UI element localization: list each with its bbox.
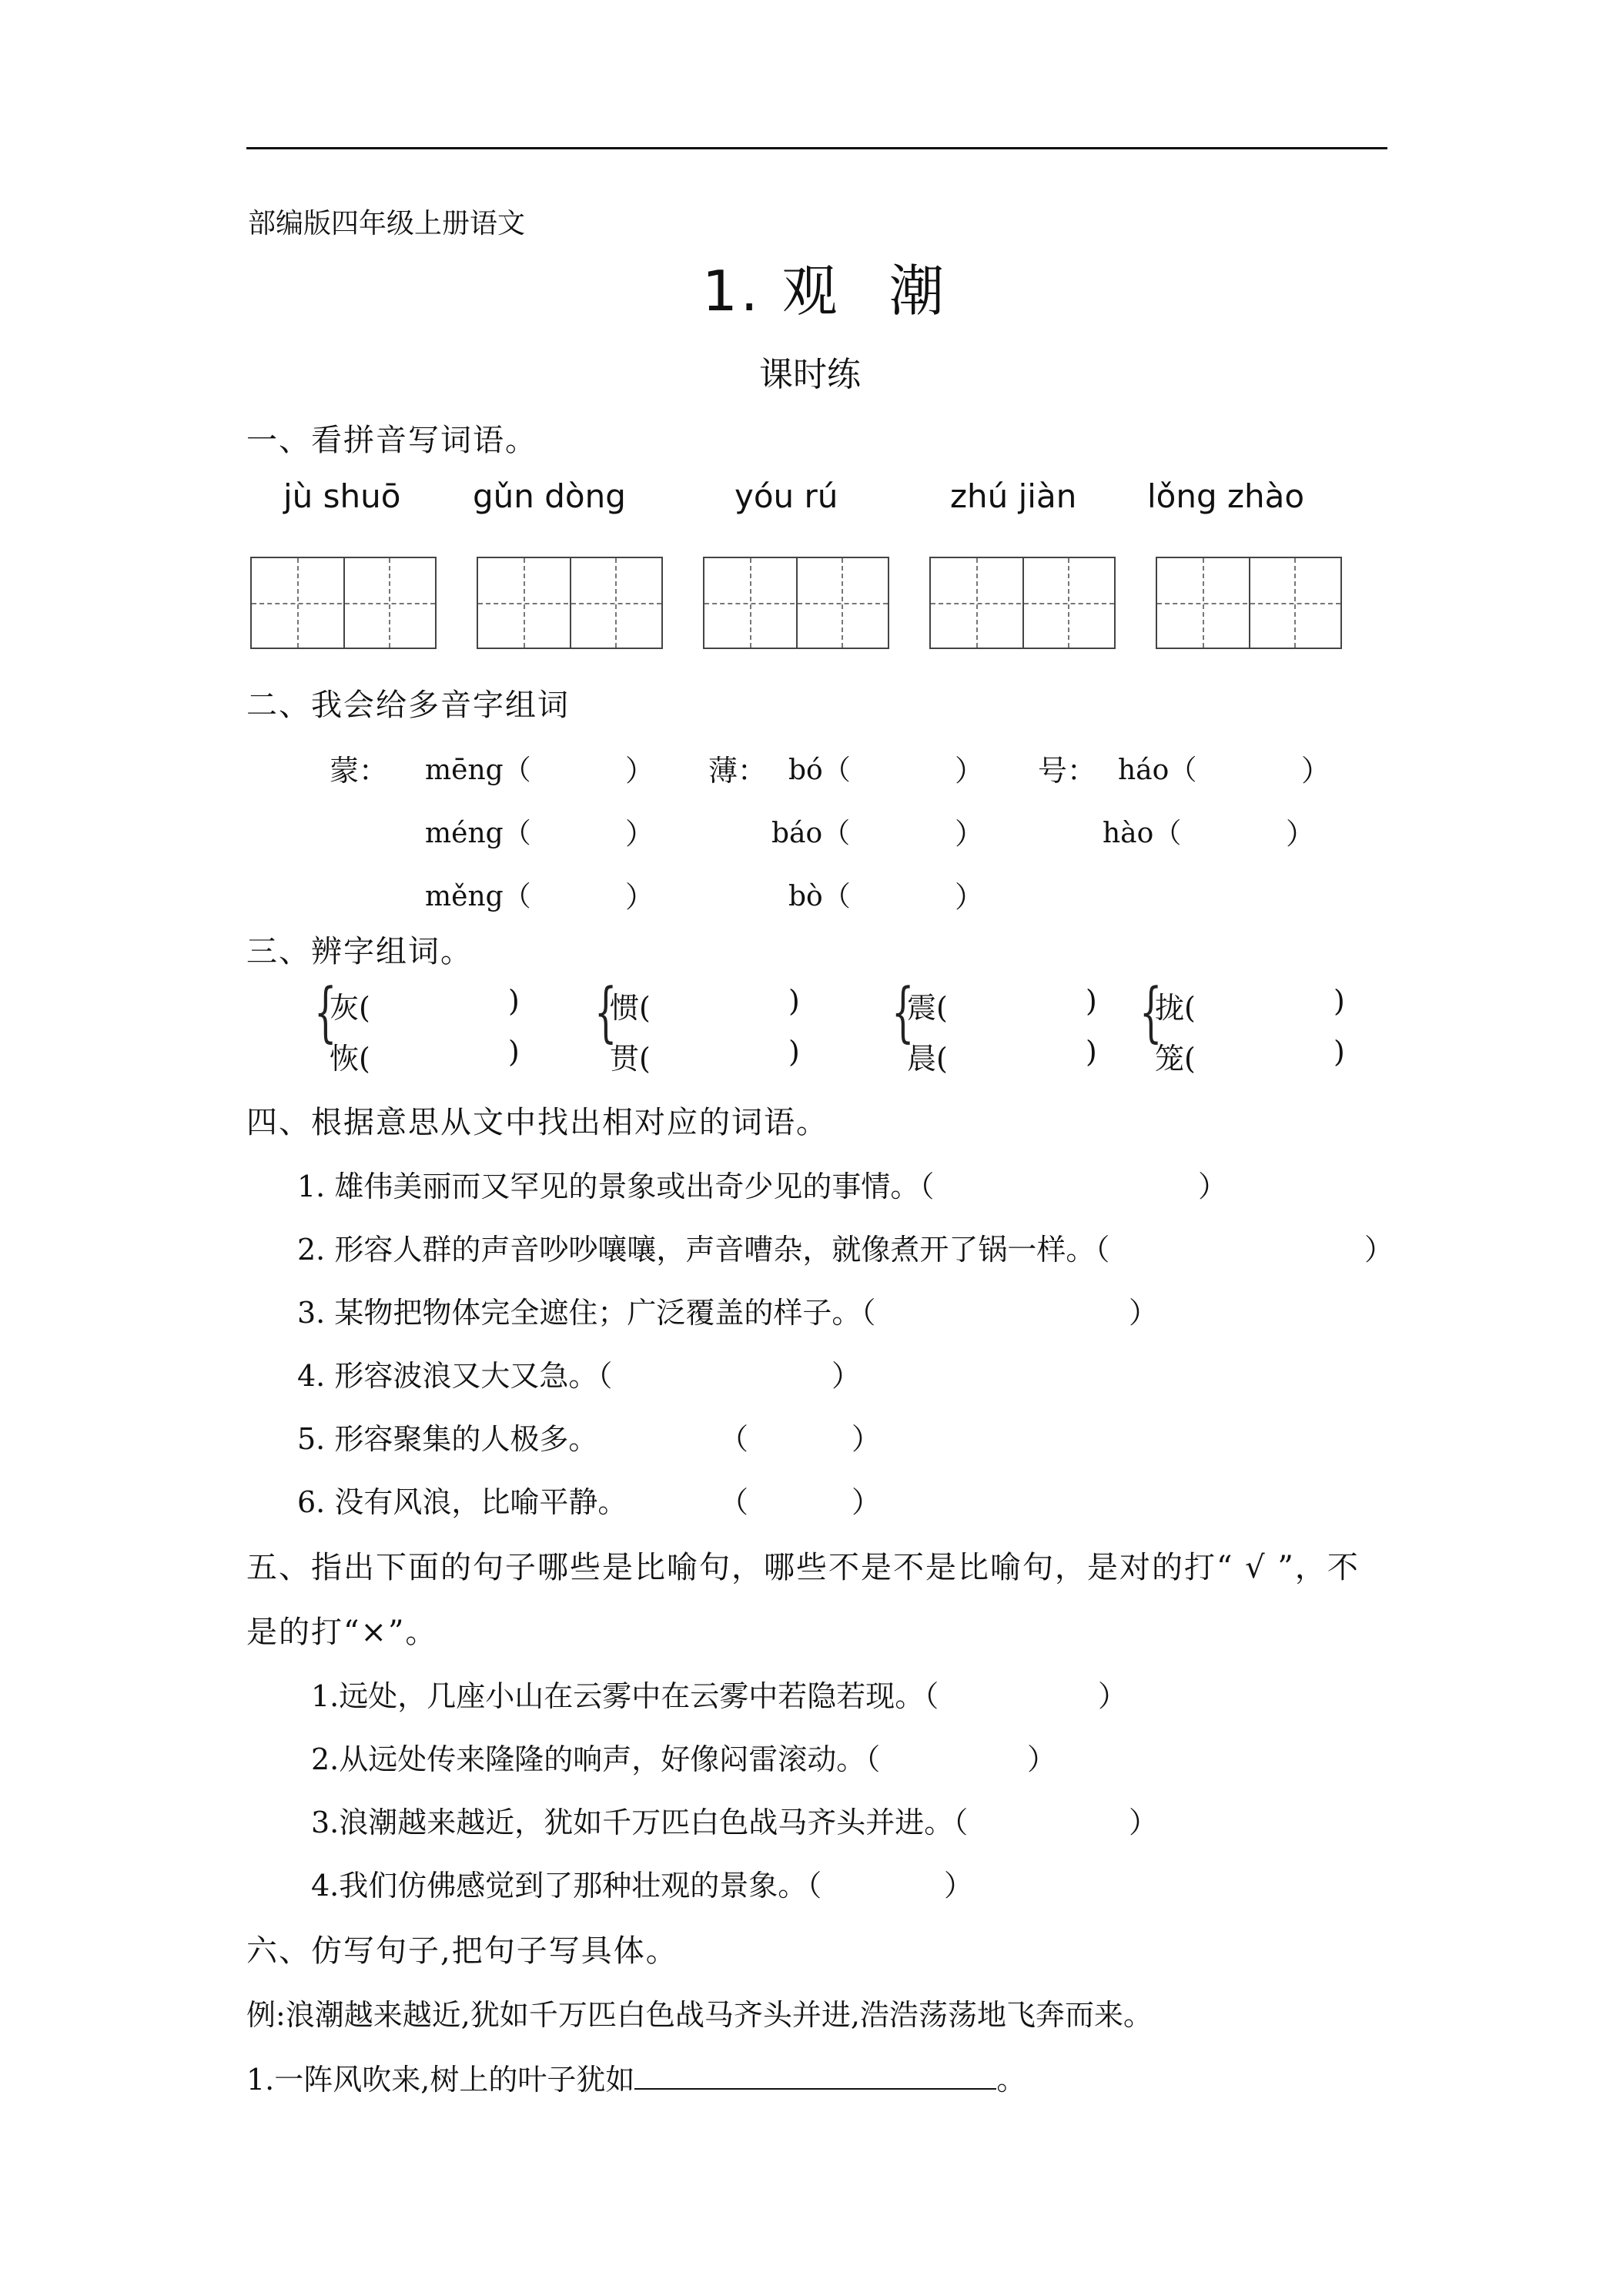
pair-close: ) xyxy=(508,984,520,1018)
q1-prefix: 1.一阵风吹来,树上的叶子犹如 xyxy=(246,2063,635,2097)
pair-close: ) xyxy=(1086,1035,1097,1069)
metaphor-close-1: ） xyxy=(1098,1679,1128,1713)
reading-2-1: bó（ xyxy=(788,755,851,786)
meaning-item-5: 5. 形容聚集的人极多。 xyxy=(297,1422,598,1456)
example-sentence: 例:浪潮越来越近,犹如千万匹白色战马齐头并进,浩浩荡荡地飞奔而来。 xyxy=(246,1998,1153,2032)
brace-icon: { xyxy=(892,974,915,1049)
meaning-item-6: 6. 没有风浪，比喻平静。 xyxy=(297,1485,627,1519)
close-paren: ） xyxy=(955,880,985,914)
reading-1-3: měng（ xyxy=(425,881,531,912)
reading-2-2: báo（ xyxy=(771,818,851,849)
close-paren: ） xyxy=(625,817,655,851)
close-paren: ） xyxy=(625,754,655,788)
close-paren: ） xyxy=(955,754,985,788)
title-char-2: 潮 xyxy=(888,259,948,323)
meaning-open-5: （ xyxy=(719,1422,749,1456)
section1-heading: 一、看拼音写词语。 xyxy=(246,423,537,458)
pair-word-b: 贯( xyxy=(610,1042,651,1076)
metaphor-item-1: 1.远处，几座小山在云雾中在云雾中若隐若现。（ xyxy=(311,1679,939,1713)
answer-blank[interactable] xyxy=(634,2062,996,2090)
imitation-question-1 xyxy=(246,2056,1026,2098)
meaning-close-6: ） xyxy=(852,1485,882,1519)
writing-grid-3[interactable] xyxy=(703,557,889,649)
writing-grid-1[interactable] xyxy=(250,557,437,649)
section4-heading: 四、根据意思从文中找出相对应的词语。 xyxy=(246,1105,828,1140)
brace-icon: { xyxy=(314,974,337,1049)
pair-word-b: 笼( xyxy=(1155,1042,1196,1076)
brace-icon: { xyxy=(1139,974,1163,1049)
close-paren: ） xyxy=(625,880,655,914)
meaning-item-2: 2. 形容人群的声音吵吵嚷嚷，声音嘈杂，就像煮开了锅一样。（ xyxy=(297,1233,1110,1267)
pair-word-a: 惯( xyxy=(610,991,651,1025)
pair-close: ) xyxy=(508,1035,520,1069)
meaning-close-1: ） xyxy=(1198,1170,1228,1203)
writing-grid-4[interactable] xyxy=(929,557,1116,649)
pinyin-5: lǒng zhào xyxy=(1147,477,1305,515)
title-number: 1. xyxy=(702,259,761,323)
pinyin-2: gǔn dòng xyxy=(473,477,626,515)
reading-2-3: bò（ xyxy=(788,881,851,912)
pinyin-1: jù shuō xyxy=(283,477,401,515)
title-char-1: 观 xyxy=(781,259,841,323)
writing-grid-5[interactable] xyxy=(1156,557,1342,649)
section6-heading: 六、仿写句子,把句子写具体。 xyxy=(246,1933,678,1969)
pinyin-4: zhú jiàn xyxy=(950,477,1077,515)
reading-3-1: háo（ xyxy=(1118,755,1197,786)
pair-close: ) xyxy=(1334,984,1345,1018)
meaning-close-3: ） xyxy=(1129,1296,1159,1330)
section5-heading-line1: 五、指出下面的句子哪些是比喻句，哪些不是不是比喻句，是对的打“ √ ”，不 xyxy=(246,1550,1360,1585)
meaning-close-5: ） xyxy=(852,1422,882,1456)
reading-1-1: mēng（ xyxy=(425,755,531,786)
meaning-open-6: （ xyxy=(719,1485,749,1519)
pair-word-b: 恢( xyxy=(330,1042,370,1076)
section5-heading-line2: 是的打“×”。 xyxy=(246,1615,438,1650)
section3-heading: 三、辨字组词。 xyxy=(246,934,473,969)
reading-1-2: méng（ xyxy=(425,818,531,849)
meaning-item-1: 1. 雄伟美丽而又罕见的景象或出奇少见的事情。（ xyxy=(297,1170,935,1203)
header-rule xyxy=(246,147,1387,149)
pair-word-a: 拢( xyxy=(1155,991,1196,1025)
pair-word-a: 灰( xyxy=(330,991,370,1025)
metaphor-close-4: ） xyxy=(944,1869,974,1903)
pair-close: ) xyxy=(788,984,800,1018)
metaphor-close-3: ） xyxy=(1129,1806,1159,1839)
pair-close: ) xyxy=(1086,984,1097,1018)
polyphone-char-2: 薄： xyxy=(708,754,768,788)
close-paren: ） xyxy=(955,817,985,851)
metaphor-item-2: 2.从远处传来隆隆的响声，好像闷雷滚动。（ xyxy=(311,1742,881,1776)
close-paren: ） xyxy=(1301,754,1331,788)
reading-3-2: hào（ xyxy=(1103,818,1182,849)
meaning-item-3: 3. 某物把物体完全遮住；广泛覆盖的样子。（ xyxy=(297,1296,876,1330)
metaphor-item-4: 4.我们仿佛感觉到了那种壮观的景象。（ xyxy=(311,1869,822,1903)
meaning-item-4: 4. 形容波浪又大又急。（ xyxy=(297,1359,613,1393)
meaning-close-2: ） xyxy=(1364,1233,1394,1267)
pair-word-a: 震( xyxy=(907,991,948,1025)
polyphone-char-3: 号： xyxy=(1038,754,1097,788)
pinyin-3: yóu rú xyxy=(735,477,838,515)
metaphor-item-3: 3.浪潮越来越近，犹如千万匹白色战马齐头并进。（ xyxy=(311,1806,969,1839)
lesson-type: 课时练 xyxy=(759,355,861,394)
book-subtitle: 部编版四年级上册语文 xyxy=(248,208,526,239)
section2-heading: 二、我会给多音字组词 xyxy=(246,688,570,723)
pair-close: ) xyxy=(788,1035,800,1069)
q1-suffix: 。 xyxy=(996,2063,1026,2097)
metaphor-close-2: ） xyxy=(1027,1742,1057,1776)
close-paren: ） xyxy=(1286,817,1316,851)
meaning-close-4: ） xyxy=(832,1359,862,1393)
writing-grid-2[interactable] xyxy=(477,557,663,649)
brace-icon: { xyxy=(594,974,617,1049)
pair-word-b: 晨( xyxy=(907,1042,948,1076)
polyphone-char-1: 蒙： xyxy=(330,754,389,788)
page-title xyxy=(702,246,948,326)
pair-close: ) xyxy=(1334,1035,1345,1069)
